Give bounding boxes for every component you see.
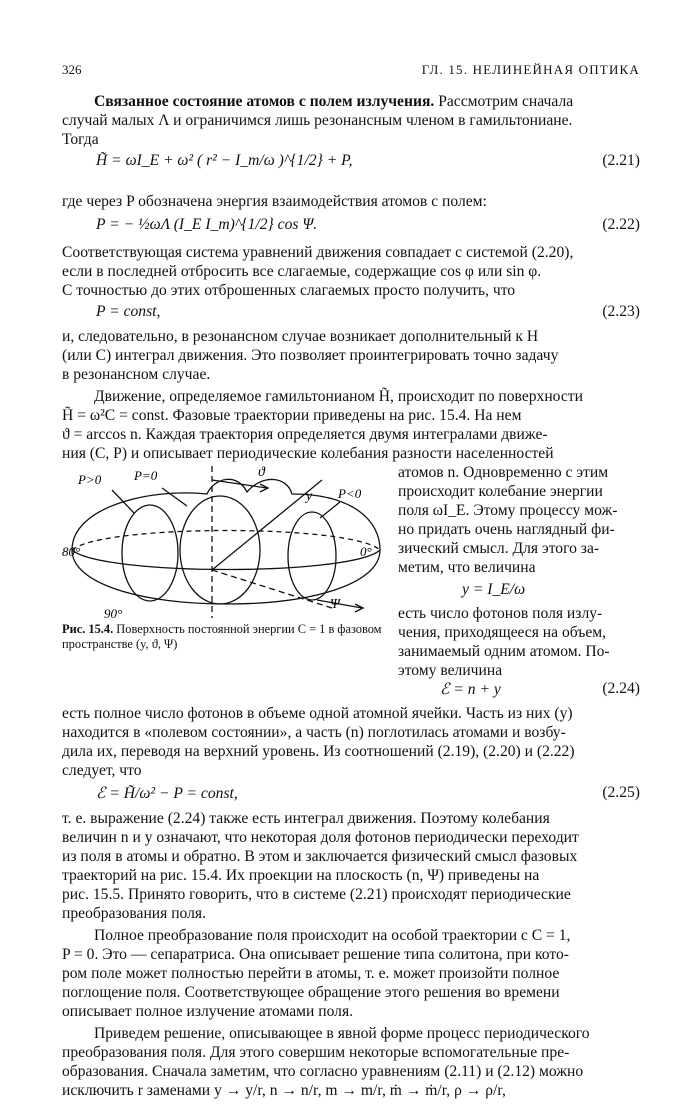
label-90-deg: 90° <box>104 606 123 621</box>
para5-line4: ния (C, P) и описывает периодические колебания разности населенностей <box>62 445 554 462</box>
page-number: 326 <box>62 62 82 77</box>
equation-number: (2.24) <box>602 680 640 697</box>
equation-text: ℰ = n + y <box>440 681 501 698</box>
leader-p-eq <box>162 488 187 506</box>
wrap-line3: поля ωI_E. Этому процессу мож- <box>398 502 618 519</box>
theta-arrow <box>212 480 267 488</box>
equation-text: P = const, <box>96 303 161 320</box>
para3-line1: Соответствующая система уравнений движения совпадает с системой (2.20), <box>62 244 574 261</box>
para6-line1: есть полное число фотонов в объеме одной атомной ячейки. Часть из них (y) <box>62 705 573 722</box>
para9-line1: Приведем решение, описывающее в явной форме процесс периодического <box>94 1025 590 1042</box>
paragraph-1 <box>62 92 640 111</box>
wrap-line4: но придать очень наглядный фи- <box>398 521 615 538</box>
para4-line1: и, следовательно, в резонансном случае возникает дополнительный к H <box>62 328 539 345</box>
equation-2-25 <box>96 784 640 806</box>
equation-number: (2.23) <box>602 303 640 320</box>
para8-line2: P = 0. Это — сепаратриса. Она описывает решение типа солитона, при кото- <box>62 946 569 963</box>
figure-15-4 <box>62 458 392 623</box>
leader-p-lt <box>320 502 340 518</box>
trajectory-p-eq-0 <box>180 496 260 604</box>
equation-2-21 <box>96 152 640 174</box>
para7-line1: т. е. выражение (2.24) также есть интеграл движения. Поэтому колебания <box>62 810 550 827</box>
para8-line3: ром поле может полностью перейти в атомы, т. е. может произойти полное <box>62 965 560 982</box>
equation-2-24 <box>440 680 640 702</box>
running-title: ГЛ. 15. НЕЛИНЕЙНАЯ ОПТИКА <box>421 62 640 77</box>
equation-text: P = − ½ωΛ (I_E I_m)^{1/2} cos Ψ. <box>96 216 318 233</box>
para1-line1: Рассмотрим сначала <box>438 93 574 110</box>
section-heading: Связанное состояние атомов с полем излучения. <box>94 93 435 110</box>
para4-line3: в резонансном случае. <box>62 366 211 383</box>
equation-text: ℰ = H̃/ω² − P = const, <box>96 785 238 802</box>
equation-2-23 <box>96 303 640 325</box>
para9-line3: образования. Сначала заметим, что согласно уравнениям (2.11) и (2.12) можно <box>62 1063 584 1080</box>
para7-line5: рис. 15.5. Принято говорить, что в системе (2.21) происходят периодические <box>62 886 571 903</box>
trajectory-p-gt-0 <box>122 505 178 601</box>
wrap2-line4: этому величина <box>398 662 503 679</box>
para7-line2: величин n и y означают, что некоторая доля фотонов периодически переходит <box>62 829 579 846</box>
figure-caption <box>62 622 386 652</box>
wrap-line2: происходит колебание энергии <box>398 483 603 500</box>
para6-line2: находится в «полевом состоянии», а часть (n) поглотилась атомами и возбу- <box>62 724 566 741</box>
equation-text: H̃ = ωI_E + ω² ( r² − I_m/ω )^{1/2} + P, <box>96 152 353 169</box>
wrap2-line2: чения, приходящееся на объем, <box>398 624 607 641</box>
equation-2-22 <box>96 216 640 238</box>
equation-number: (2.25) <box>602 784 640 801</box>
para6-line4: следует, что <box>62 762 142 779</box>
equation-number: (2.22) <box>602 216 640 233</box>
trajectory-p-lt-0 <box>288 512 336 600</box>
para5-line1: Движение, определяемое гамильтонианом H̃, происходит по поверхности <box>94 388 583 405</box>
wrap-line5: зический смысл. Для этого за- <box>398 540 600 557</box>
para9-line2: преобразования поля. Для этого совершим некоторые вспомогательные пре- <box>62 1044 570 1061</box>
wrap2-line1: есть число фотонов поля излу- <box>398 605 603 622</box>
ellipsoid-outline <box>72 479 380 604</box>
wrap2-line3: занимаемый одним атомом. По- <box>398 643 610 660</box>
para8-line5: описывает полное излучение атомами поля. <box>62 1003 354 1020</box>
para9-line4: исключить r заменами y → y/r, n → n/r, m → m/r, ṁ → ṁ/r, ρ → ρ/r, <box>62 1082 506 1099</box>
label-0-deg: 0° <box>360 544 372 559</box>
wrap-line1: атомов n. Одновременно с этим <box>398 464 609 481</box>
label-y: y <box>306 489 313 504</box>
label-theta: ϑ <box>258 465 265 480</box>
leader-p-gt <box>112 490 134 513</box>
para8-line4: поглощение поля. Соответствующее обращение этого решения во времени <box>62 984 560 1001</box>
para8-line1: Полное преобразование поля происходит на особой траектории с C = 1, <box>94 927 571 944</box>
para3-line2: если в последней отбросить все слагаемые, содержащие cos φ или sin φ. <box>62 263 542 280</box>
equation-number: (2.21) <box>602 152 640 169</box>
page-header <box>62 62 640 82</box>
para7-line6: преобразования поля. <box>62 905 207 922</box>
para3-line3: С точностью до этих отброшенных слагаемых просто получить, что <box>62 282 516 299</box>
wrap-line6: метим, что величина <box>398 559 536 576</box>
para4-line2: (или C) интеграл движения. Это позволяет проинтегрировать точно задачу <box>62 347 559 364</box>
equation-y: y = I_E/ω <box>462 581 526 598</box>
label-p-eq-0: P=0 <box>134 468 158 483</box>
para1-line3: Тогда <box>62 131 99 148</box>
label-80-deg: 80° <box>62 544 81 559</box>
para1-line2: случай малых Λ и ограничимся лишь резонансным членом в гамильтониане. <box>62 112 573 129</box>
para5-line3: ϑ = arccos n. Каждая траектория определяется двумя интегралами движе- <box>62 426 548 443</box>
label-p-gt-0: P>0 <box>78 472 102 487</box>
para5-line2: H̃ = ω²C = const. Фазовые траектории приведены на рис. 15.4. На нем <box>62 407 522 424</box>
equator-front <box>72 550 380 570</box>
label-psi: Ψ <box>330 597 340 612</box>
para7-line3: из поля в атомы и обратно. В этом и заключается физический смысл фазовых <box>62 848 578 865</box>
para6-line3: дила их, переводя на верхний уровень. Из соотношений (2.19), (2.20) и (2.22) <box>62 743 575 760</box>
para7-line4: траекторий на рис. 15.4. Их проекции на плоскость (n, Ψ) приведены на <box>62 867 540 884</box>
label-p-lt-0: P<0 <box>338 486 362 501</box>
caption-label: Рис. 15.4. <box>62 622 114 636</box>
equator-back <box>72 531 380 551</box>
caption-text: Поверхность постоянной энергии C = 1 в фазовом пространстве (y, ϑ, Ψ) <box>62 622 382 651</box>
paragraph-2: где через P обозначена энергия взаимодействия атомов с полем: <box>62 193 487 210</box>
